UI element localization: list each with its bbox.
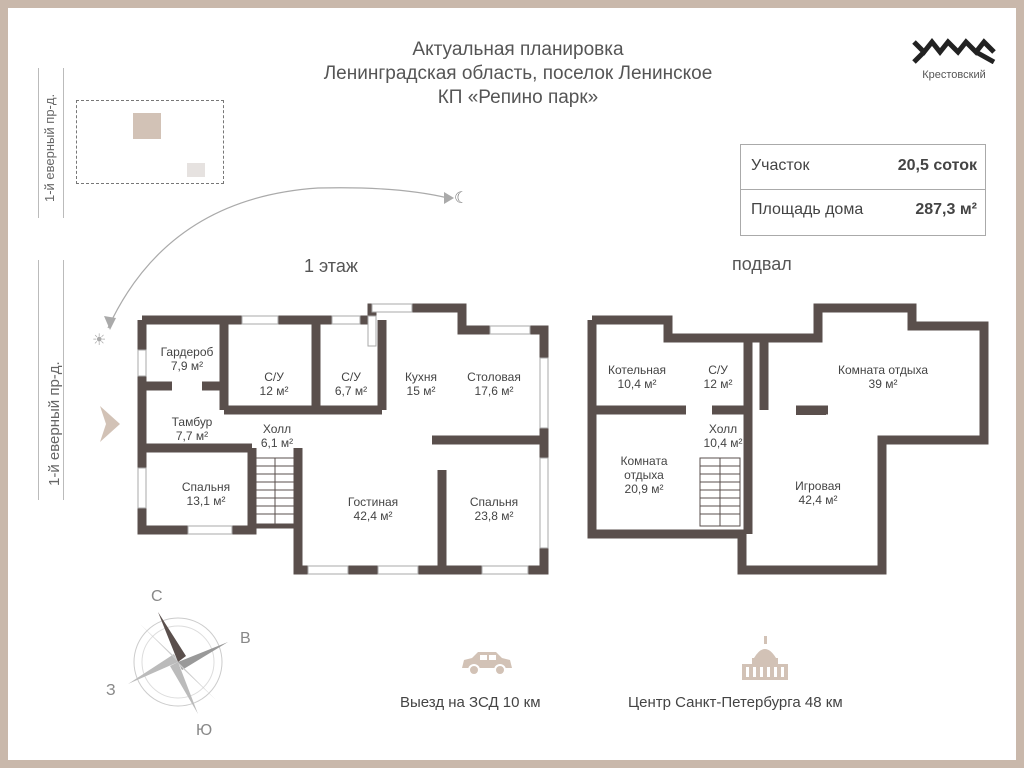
room-name: Гостиная: [347, 495, 399, 509]
room-area: 15 м²: [406, 384, 436, 398]
room-basement-bathroom: [688, 363, 748, 391]
room-name: Тамбур: [171, 415, 213, 429]
compass-e: В: [240, 630, 251, 647]
entrance-arrow-icon: [98, 404, 122, 444]
road-label-top: 1-й еверный пр-д.: [42, 93, 57, 202]
room-area: 6,7 м²: [334, 384, 368, 398]
room-area: 23,8 м²: [474, 509, 514, 523]
room-name: Гардероб: [160, 345, 214, 359]
compass-rose-icon: [120, 604, 240, 724]
title-line-2: Ленинградская область, поселок Ленинское: [323, 63, 713, 84]
room-name: Столовая: [467, 370, 521, 384]
room-boiler: [592, 363, 682, 391]
brand-mark-icon: [910, 38, 998, 64]
compass-n: С: [151, 588, 163, 605]
title-line-1: Актуальная планировка: [412, 39, 624, 60]
room-area: 10,4 м²: [703, 436, 743, 450]
room-area: 6,1 м²: [260, 436, 294, 450]
area-value: 287,3 м²: [915, 201, 977, 218]
room-name: Спальня: [181, 480, 231, 494]
basement-plan: [582, 298, 1002, 580]
area-label: Площадь дома: [751, 201, 864, 218]
compass-w: З: [106, 682, 116, 699]
site-house-shape: [133, 113, 161, 139]
plot-value: 20,5 соток: [897, 157, 977, 174]
room-area: 12 м²: [259, 384, 289, 398]
room-name: Комната отдыха: [620, 454, 668, 482]
room-name: С/У: [264, 370, 284, 384]
room-hall: [240, 422, 314, 450]
room-area: 7,7 м²: [175, 429, 209, 443]
distance-spb: Центр Санкт-Петербурга 48 км: [628, 694, 843, 711]
room-name: Комната отдыха: [838, 363, 928, 377]
room-lounge-large: [818, 363, 948, 391]
room-bathroom-2: [320, 370, 382, 398]
area-row: [741, 189, 985, 233]
room-bedroom-2: [452, 495, 536, 523]
room-area: 17,6 м²: [474, 384, 514, 398]
room-name: Котельная: [607, 363, 667, 377]
basement-label: подвал: [732, 254, 792, 274]
cathedral-icon: [736, 636, 796, 682]
room-bathroom-1: [232, 370, 316, 398]
site-gate-shape: [187, 163, 205, 177]
room-vestibule: [152, 415, 232, 443]
room-playroom: [778, 479, 858, 507]
room-area: 7,9 м²: [170, 359, 204, 373]
room-lounge-small: [606, 454, 682, 496]
sun-icon: ☀: [92, 332, 107, 349]
room-area: 42,4 м²: [353, 509, 393, 523]
room-kitchen: [386, 370, 456, 398]
room-name: С/У: [341, 370, 361, 384]
room-name: Холл: [262, 422, 292, 436]
room-living: [328, 495, 418, 523]
room-name: С/У: [708, 363, 728, 377]
room-area: 12 м²: [703, 377, 733, 391]
car-icon: [458, 648, 514, 678]
floor-1-label: 1 этаж: [304, 256, 358, 276]
room-dining: [454, 370, 534, 398]
page: [8, 8, 1016, 760]
room-area: 42,4 м²: [798, 493, 838, 507]
room-area: 10,4 м²: [617, 377, 657, 391]
title-line-3: КП «Репино парк»: [437, 87, 599, 108]
room-name: Спальня: [469, 495, 519, 509]
room-area: 39 м²: [868, 377, 898, 391]
room-wardrobe: [148, 345, 226, 373]
plot-label: Участок: [751, 157, 810, 174]
compass-s: Ю: [196, 722, 213, 739]
room-area: 20,9 м²: [624, 482, 664, 496]
brand-name: Крестовский: [922, 69, 986, 81]
info-table: [740, 144, 986, 236]
room-area: 13,1 м²: [186, 494, 226, 508]
room-name: Кухня: [404, 370, 438, 384]
room-basement-hall: [688, 422, 758, 450]
plot-row: [741, 145, 985, 189]
road-label-left: 1-й еверный пр-д.: [46, 361, 63, 486]
moon-icon: ☾: [454, 190, 469, 207]
room-bedroom-1: [166, 480, 246, 508]
brand-logo: [906, 38, 1002, 81]
site-plot-outline: [76, 100, 224, 184]
distance-zsd: Выезд на ЗСД 10 км: [400, 694, 541, 711]
room-name: Игровая: [795, 479, 841, 493]
room-name: Холл: [708, 422, 738, 436]
